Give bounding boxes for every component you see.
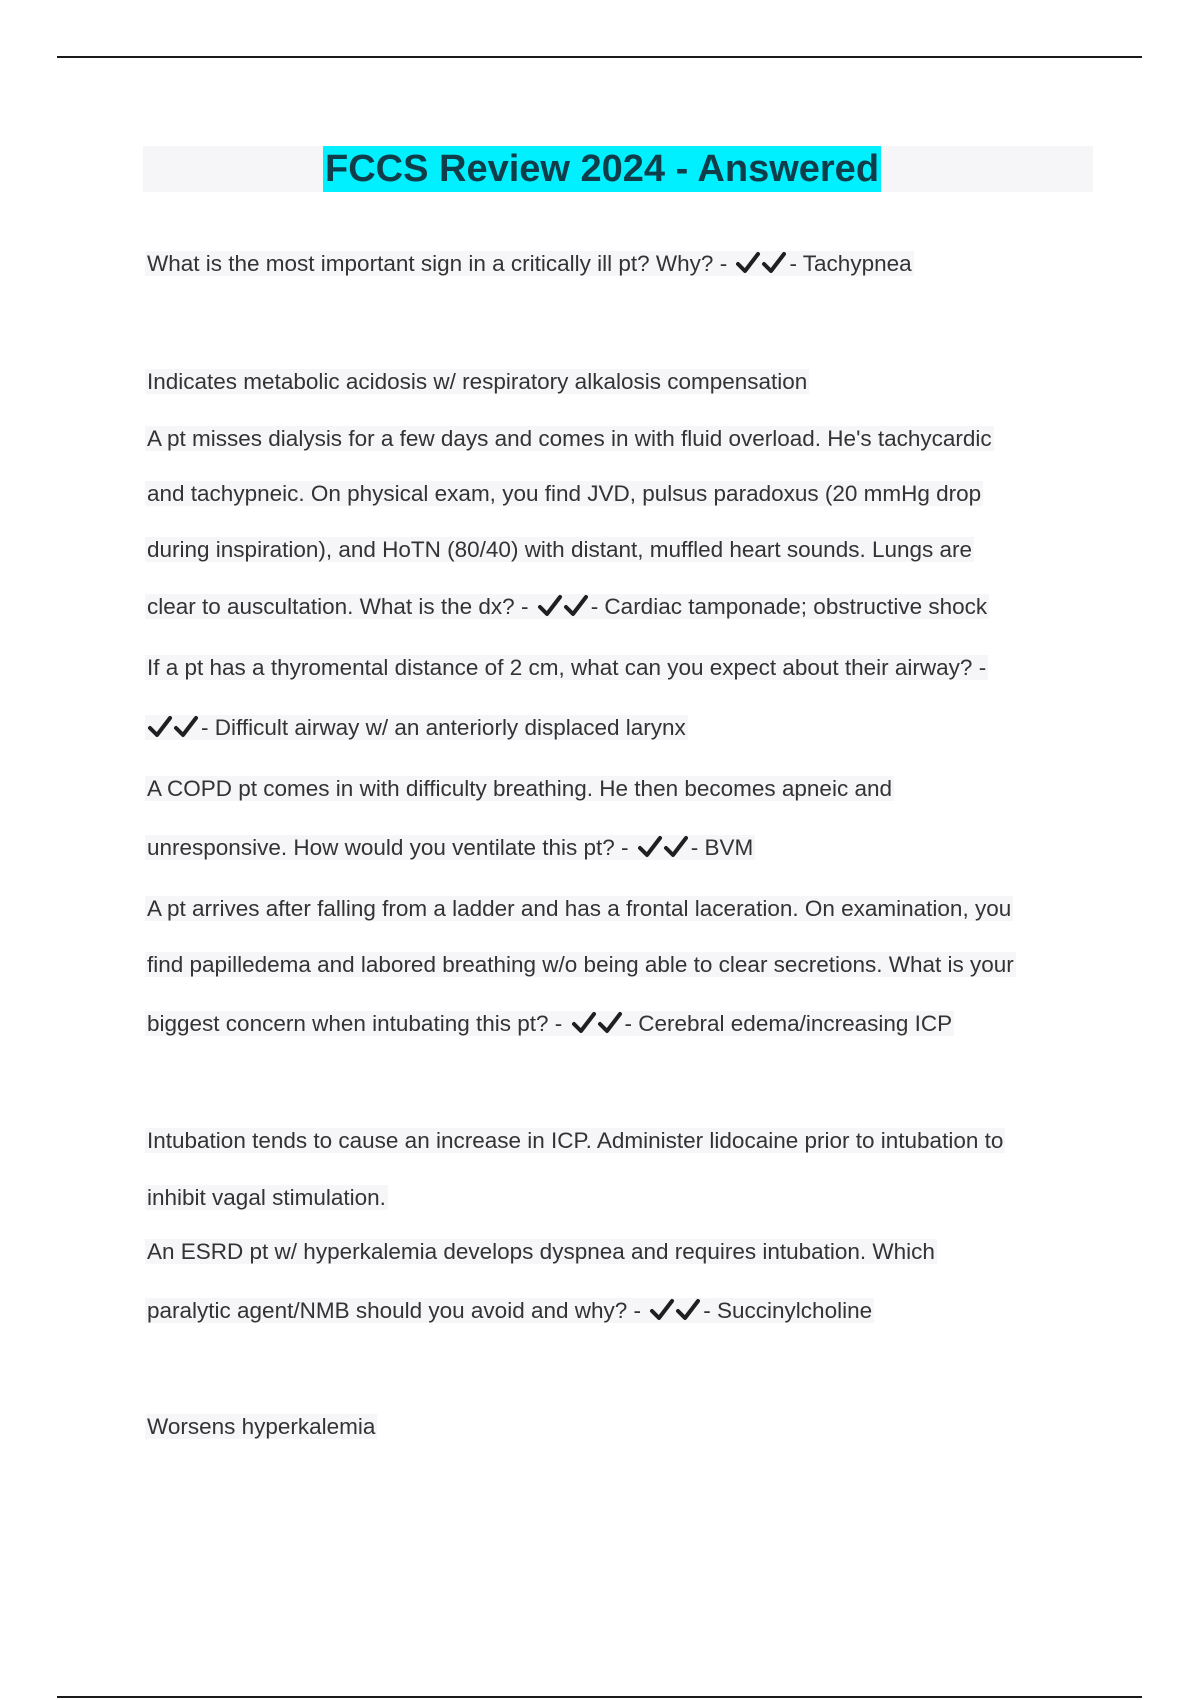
question-line [145,1008,954,1040]
question-line: A pt arrives after falling from a ladder and has a frontal laceration. On examination, you [147,896,1012,921]
double-check-icon [537,591,589,623]
question-text: paralytic agent/NMB should you avoid and why? - [147,1298,648,1323]
check-icon [663,835,689,859]
question-line [145,248,914,280]
question-line [145,591,989,623]
question-text: What is the most important sign in a critically ill pt? Why? - [147,251,734,276]
check-icon [649,1298,675,1322]
explanation-line: Worsens hyperkalemia [147,1414,376,1439]
check-icon [173,715,199,739]
question-line: find papilledema and labored breathing w/o being able to clear secretions. What is your [147,952,1014,977]
check-icon [563,594,589,618]
question-line: A pt misses dialysis for a few days and comes in with fluid overload. He's tachycardic [147,426,992,451]
page-title: FCCS Review 2024 - Answered [325,148,880,190]
check-icon [571,1011,597,1035]
answer-line [145,712,688,744]
double-check-icon [147,712,199,744]
double-check-icon [649,1295,701,1327]
check-icon [735,251,761,275]
double-check-icon [571,1008,623,1040]
question-line: A COPD pt comes in with difficulty breathing. He then becomes apneic and [147,776,892,801]
double-check-icon [735,248,787,280]
double-check-icon [637,832,689,864]
question-line [145,1295,874,1327]
explanation-line: Indicates metabolic acidosis w/ respiratory alkalosis compensation [147,369,808,394]
explanation-line: inhibit vagal stimulation. [147,1185,386,1210]
answer-text: - Difficult airway w/ an anteriorly displaced larynx [201,715,686,740]
check-icon [675,1298,701,1322]
question-line [145,832,755,864]
check-icon [537,594,563,618]
question-line: An ESRD pt w/ hyperkalemia develops dyspnea and requires intubation. Which [147,1239,935,1264]
answer-text: - Cardiac tamponade; obstructive shock [590,594,988,619]
question-line: during inspiration), and HoTN (80/40) with distant, muffled heart sounds. Lungs are [147,537,973,562]
check-icon [147,715,173,739]
check-icon [761,251,787,275]
footer-rule [57,1696,1142,1698]
question-text: unresponsive. How would you ventilate this pt? - [147,835,635,860]
answer-text: - Cerebral edema/increasing ICP [624,1011,953,1036]
answer-text: - Succinylcholine [703,1298,873,1323]
question-text: biggest concern when intubating this pt? - [147,1011,569,1036]
check-icon [637,835,663,859]
explanation-line: Intubation tends to cause an increase in ICP. Administer lidocaine prior to intubation to [147,1128,1004,1153]
question-text: clear to auscultation. What is the dx? - [147,594,535,619]
answer-text: - Tachypnea [789,251,912,276]
question-line: If a pt has a thyromental distance of 2 cm, what can you expect about their airway? - [147,655,987,680]
question-line: and tachypneic. On physical exam, you find JVD, pulsus paradoxus (20 mmHg drop [147,481,982,506]
header-rule [57,56,1142,58]
check-icon [597,1011,623,1035]
answer-text: - BVM [690,835,754,860]
